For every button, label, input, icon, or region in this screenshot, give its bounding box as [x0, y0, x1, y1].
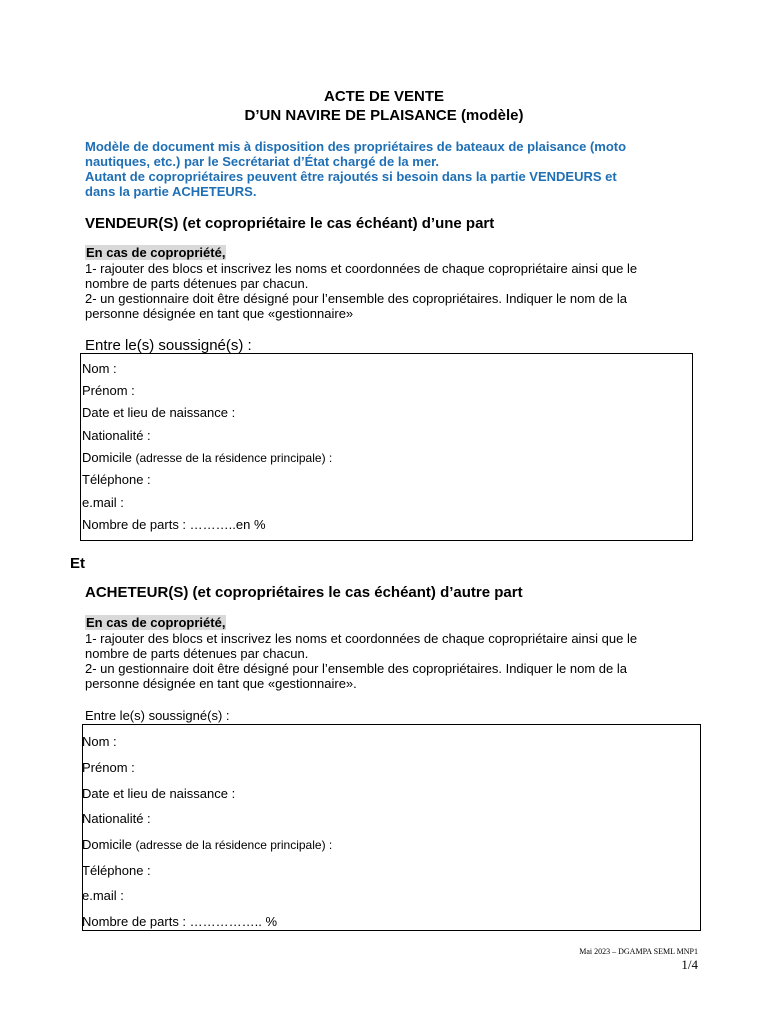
seller-nationalite-field[interactable]: Nationalité :: [82, 428, 151, 443]
buyers-instruction-line: nombre de parts détenues par chacun.: [85, 646, 309, 661]
seller-telephone-field[interactable]: Téléphone :: [82, 472, 151, 487]
sellers-instruction-line: 2- un gestionnaire doit être désigné pour l’ensemble des copropriétaires. Indiquer le nom de la: [85, 291, 627, 306]
buyers-instruction-line: 1- rajouter des blocs et inscrivez les noms et coordonnées de chaque copropriétaire ainsi que le: [85, 631, 638, 646]
buyer-email-field[interactable]: e.mail :: [82, 888, 124, 903]
seller-nom-field[interactable]: Nom :: [82, 361, 117, 376]
sellers-copro-heading: En cas de copropriété,: [86, 245, 226, 260]
seller-email-field[interactable]: e.mail :: [82, 495, 124, 510]
seller-domicile-note: (adresse de la résidence principale) :: [135, 451, 333, 465]
buyers-heading: ACHETEUR(S) (et copropriétaires le cas échéant) d’autre part: [85, 584, 523, 601]
buyer-parts-field[interactable]: Nombre de parts : …………….. %: [82, 914, 278, 929]
buyer-telephone-field[interactable]: Téléphone :: [82, 863, 151, 878]
document-subtitle: D’UN NAVIRE DE PLAISANCE (modèle): [244, 107, 524, 124]
conjunction-et: Et: [70, 555, 85, 572]
intro-line: Autant de copropriétaires peuvent être rajoutés si besoin dans la partie VENDEURS et: [85, 169, 617, 184]
seller-prenom-field[interactable]: Prénom :: [82, 383, 135, 398]
page-number: 1/4: [681, 957, 698, 972]
sellers-heading: VENDEUR(S) (et copropriétaire le cas échéant) d’une part: [85, 215, 495, 232]
intro-line: dans la partie ACHETEURS.: [85, 184, 257, 199]
buyers-instruction-line: personne désignée en tant que «gestionnaire».: [85, 676, 357, 691]
buyers-copro-heading: En cas de copropriété,: [86, 615, 226, 630]
document-title: ACTE DE VENTE: [323, 88, 444, 105]
buyer-naissance-field[interactable]: Date et lieu de naissance :: [82, 786, 236, 801]
seller-domicile-label: Domicile: [82, 450, 132, 465]
buyer-nom-field[interactable]: Nom :: [82, 734, 117, 749]
sellers-lead: Entre le(s) soussigné(s) :: [85, 337, 252, 354]
buyers-instruction-line: 2- un gestionnaire doit être désigné pour l’ensemble des copropriétaires. Indiquer le nom de la: [85, 661, 627, 676]
buyers-form-box: [82, 724, 701, 931]
buyer-nationalite-field[interactable]: Nationalité :: [82, 811, 151, 826]
seller-parts-field[interactable]: Nombre de parts : ………..en %: [82, 517, 266, 532]
sellers-instruction-line: 1- rajouter des blocs et inscrivez les noms et coordonnées de chaque copropriétaire ainsi que le: [85, 261, 638, 276]
intro-line: Modèle de document mis à disposition des propriétaires de bateaux de plaisance (moto: [85, 139, 627, 154]
intro-line: nautiques, etc.) par le Secrétariat d’État chargé de la mer.: [85, 154, 440, 169]
seller-domicile-field[interactable]: [82, 450, 332, 465]
buyer-domicile-note: (adresse de la résidence principale) :: [135, 838, 333, 852]
buyer-domicile-field[interactable]: [82, 837, 332, 852]
sellers-instruction-line: personne désignée en tant que «gestionnaire»: [85, 306, 354, 321]
sellers-form-box: [80, 353, 693, 541]
buyer-prenom-field[interactable]: Prénom :: [82, 760, 135, 775]
buyers-lead: Entre le(s) soussigné(s) :: [85, 708, 230, 723]
footer-reference: Mai 2023 – DGAMPA SEML MNP1: [579, 947, 698, 956]
buyer-domicile-label: Domicile: [82, 837, 132, 852]
seller-naissance-field[interactable]: Date et lieu de naissance :: [82, 405, 236, 420]
sellers-instruction-line: nombre de parts détenues par chacun.: [85, 276, 309, 291]
